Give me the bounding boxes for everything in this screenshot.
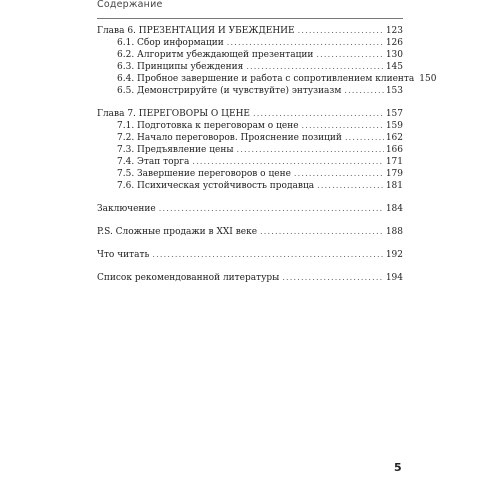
spacer (97, 261, 403, 272)
toc-entry-page: 123 (385, 26, 403, 36)
toc-entry-title: 7.2. Начало переговоров. Прояснение позиций (117, 133, 342, 143)
toc-entry-title: 7.3. Предъявление цены (117, 145, 234, 155)
toc-entry-title: 7.1. Подготовка к переговорам о цене (117, 121, 299, 131)
toc-entry-section (97, 132, 403, 144)
spacer (97, 192, 403, 203)
dot-leader (260, 226, 384, 238)
toc-entry-page: 184 (385, 204, 403, 214)
toc-entry-page: 188 (385, 227, 403, 237)
toc-entry-title: Список рекомендованной литературы (97, 273, 280, 283)
toc-entry-ps (97, 226, 403, 238)
toc-entry-page: 126 (385, 38, 403, 48)
toc-entry-section (97, 180, 403, 192)
toc-entry-title: 7.4. Этап торга (117, 157, 190, 167)
toc-entry-section (97, 120, 403, 132)
toc-entry-title: 6.3. Принципы убеждения (117, 62, 244, 72)
toc-entry-section (97, 144, 403, 156)
toc-entry-title: Заключение (97, 204, 156, 214)
dot-leader (345, 132, 384, 144)
toc-entry-page: 179 (385, 169, 403, 179)
dot-leader (282, 272, 384, 284)
toc-entry-title: 6.1. Сбор информации (117, 38, 224, 48)
dot-leader (316, 49, 383, 61)
toc-entry-reading (97, 249, 403, 261)
toc-entry-section (97, 73, 437, 85)
toc-entry-section (97, 85, 403, 97)
toc-entry-title: Глава 7. ПЕРЕГОВОРЫ О ЦЕНЕ (97, 109, 251, 119)
dot-leader (237, 144, 384, 156)
dot-leader (246, 61, 384, 73)
toc-entry-section (97, 61, 403, 73)
toc-entry-page: 145 (385, 62, 403, 72)
dot-leader (302, 120, 384, 132)
toc-entry-title: 7.5. Завершение переговоров о цене (117, 169, 291, 179)
toc-entry-section (97, 49, 403, 61)
toc-entry-page: 159 (385, 121, 403, 131)
toc-entry-title: P.S. Сложные продажи в XXI веке (97, 227, 258, 237)
toc-entry-page: 130 (385, 50, 403, 60)
toc-entry-page: 157 (385, 109, 403, 119)
toc-entry-bibliography (97, 272, 403, 284)
toc-entry-conclusion (97, 203, 403, 215)
toc-entry-title: Глава 6. ПРЕЗЕНТАЦИЯ И УБЕЖДЕНИЕ (97, 26, 295, 36)
dot-leader (152, 249, 383, 261)
toc-entry-page: 171 (385, 157, 403, 167)
toc-entry-chapter-7 (97, 108, 403, 120)
toc-entry-title: 7.6. Психическая устойчивость продавца (117, 181, 315, 191)
dot-leader (192, 156, 383, 168)
toc-entry-page: 150 (419, 74, 437, 84)
toc-entry-page: 181 (385, 181, 403, 191)
page-number: 5 (394, 461, 402, 474)
toc-entry-page: 153 (385, 86, 403, 96)
toc-entry-page: 192 (385, 250, 403, 260)
spacer (97, 238, 403, 249)
toc-entry-page: 166 (385, 145, 403, 155)
toc-entry-title: Что читать (97, 250, 150, 260)
dot-leader (298, 25, 384, 37)
dot-leader (253, 108, 384, 120)
spacer (97, 97, 403, 108)
dot-leader (344, 85, 383, 97)
toc-entry-section (97, 156, 403, 168)
toc-entry-title: 6.2. Алгоритм убеждающей презентации (117, 50, 314, 60)
toc-entry-page: 162 (385, 133, 403, 143)
dot-leader (227, 37, 384, 49)
toc-entry-chapter-6 (97, 25, 403, 37)
dot-leader (317, 180, 384, 192)
spacer (97, 215, 403, 226)
toc-entry-section (97, 37, 403, 49)
dot-leader (294, 168, 384, 180)
toc-entry-title: 6.4. Пробное завершение и работа с сопротивлением клиента (117, 74, 415, 84)
running-header: Содержание (97, 0, 403, 19)
table-of-contents (97, 25, 437, 284)
dot-leader (159, 203, 384, 215)
toc-entry-title: 6.5. Демонстрируйте (и чувствуйте) энтузиазм (117, 86, 342, 96)
toc-entry-section (97, 168, 403, 180)
toc-entry-page: 194 (385, 273, 403, 283)
